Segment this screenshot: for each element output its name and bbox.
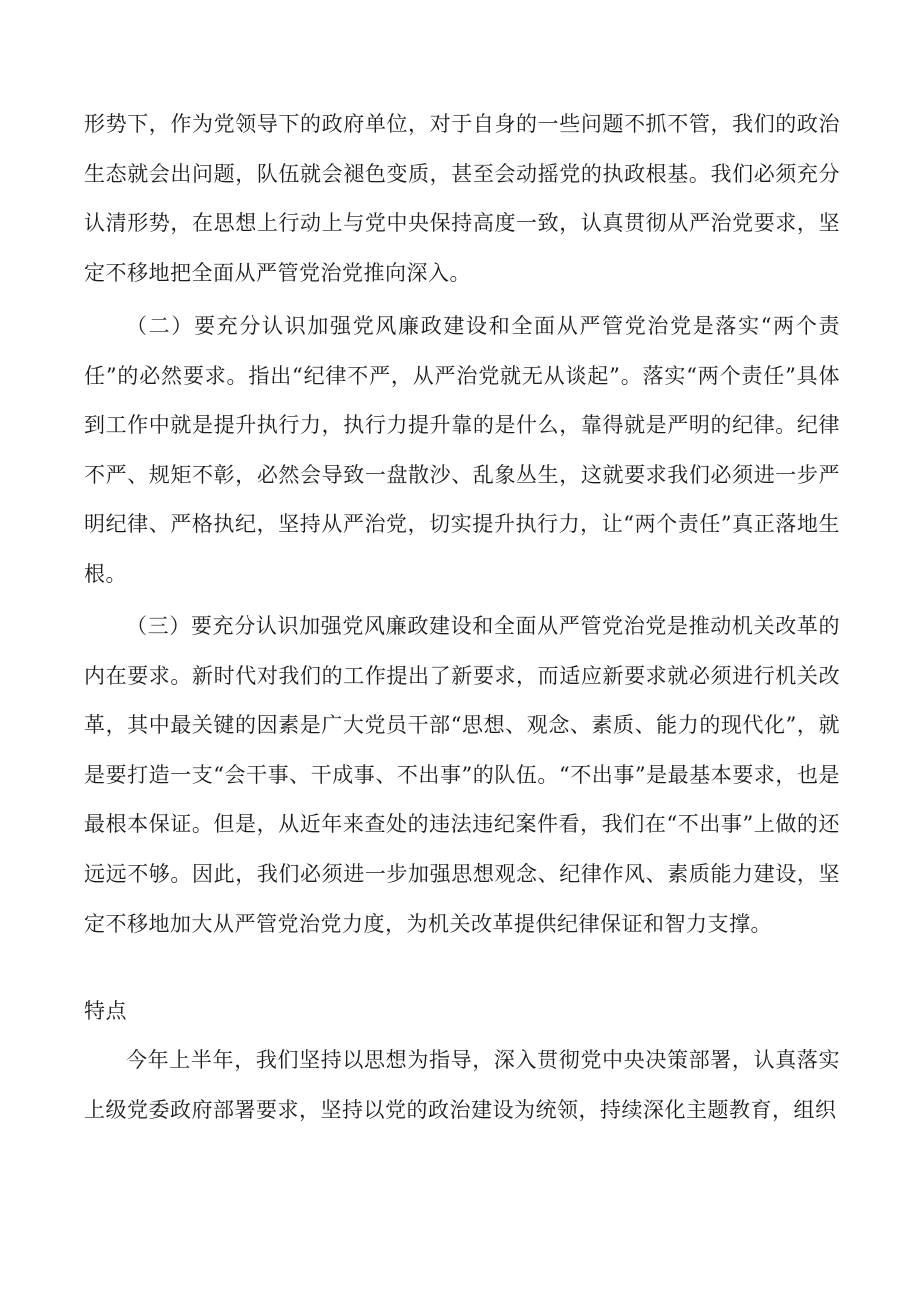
- section-heading: 特点: [84, 999, 127, 1023]
- paragraph-institutional-reform: （三）要充分认识加强党风廉政建设和全面从严管党治党是推动机关改革的内在要求。新时代对我们的工作提出了新要求，而适应新要求就必须进行机关改革，其中最关键的因素是广大党员干部“思想、观念、素质、能力的现代化”，就是要打造一支“会干事、干成事、不出事”的队伍。“不出事”是最基本要求，也是最根本保证。但是，从近年来查处的违法违纪案件看，我们在“不出事”上做的还远远不够。因此，我们必须进一步加强思想观念、纪律作风、素质能力建设，坚定不移地加大从严管党治党力度，为机关改革提供纪律保证和智力支撑。: [84, 614, 840, 936]
- paragraph-situation: 形势下，作为党领导下的政府单位，对于自身的一些问题不抓不管，我们的政治生态就会出问题，队伍就会褪色变质，甚至会动摇党的执政根基。我们必须充分认清形势，在思想上行动上与党中央保持高度一致，认真贯彻从严治党要求，坚定不移地把全面从严管党治党推向深入。: [84, 112, 840, 285]
- paragraph-two-responsibilities: （二）要充分认识加强党风廉政建设和全面从严管党治党是落实“两个责任”的必然要求。指出“纪律不严，从严治党就无从谈起”。落实“两个责任”具体到工作中就是提升执行力，执行力提升靠的是什么，靠得就是严明的纪律。纪律不严、规矩不彰，必然会导致一盘散沙、乱象丛生，这就要求我们必须进一步严明纪律、严格执纪，坚持从严治党，切实提升执行力，让“两个责任”真正落地生根。: [84, 314, 840, 586]
- paragraph-first-half-year: 今年上半年，我们坚持以思想为指导，深入贯彻党中央决策部署，认真落实上级党委政府部署要求，坚持以党的政治建设为统领，持续深化主题教育，组织: [84, 1048, 840, 1122]
